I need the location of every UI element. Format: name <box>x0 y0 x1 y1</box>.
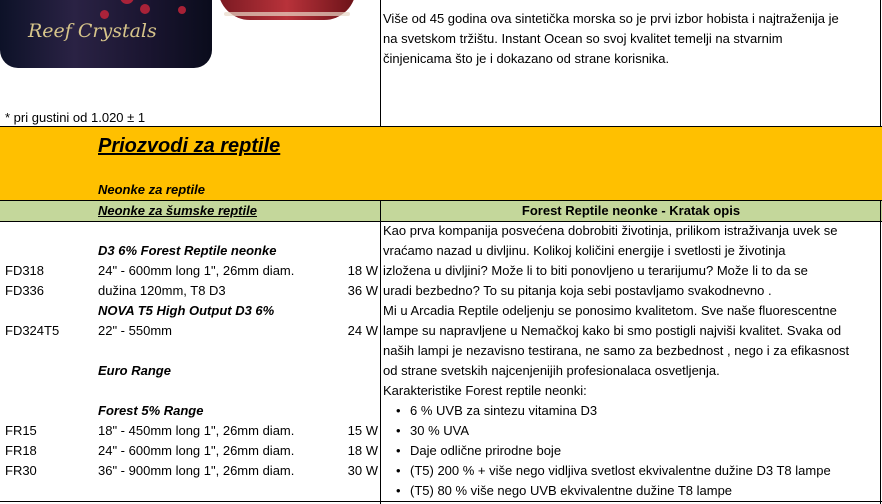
feature-bullet-5: • (T5) 80 % više nego UVB ekvivalentne dužine T8 lampe <box>410 483 732 499</box>
right-text-line-6: lampe su napravljene u Nemačkoj kako bi smo postigli najviši kvalitet. Svaka od <box>383 323 842 338</box>
right-text-line-7: naših lampi je nezavisno testirana, ne samo za bezbednost , nego i za efikasnost <box>383 343 850 358</box>
group-nova-t5: NOVA T5 High Output D3 6% <box>98 303 275 318</box>
right-text-line-5: Mi u Arcadia Reptile odeljenju se ponosimo kvalitetom. Sve naše fluorescentne <box>383 303 837 318</box>
row-fd318-watt: 18 W <box>347 263 378 278</box>
description-line-1: Više od 45 godina ova sintetička morska so je prvi izbor hobista i najtraženija je <box>383 11 839 26</box>
row-fr30-watt: 30 W <box>347 463 378 478</box>
row-fd324t5-code: FD324T5 <box>5 323 60 338</box>
row-fr30-desc: 36" - 900mm long 1", 26mm diam. <box>98 463 295 478</box>
description-line-3: činjenicama što je i dokazano od strane korisnika. <box>383 51 670 66</box>
row-fd318-desc: 24" - 600mm long 1", 26mm diam. <box>98 263 295 278</box>
group-d3-forest: D3 6% Forest Reptile neonke <box>98 243 277 258</box>
row-fd324t5-watt: 24 W <box>347 323 378 338</box>
description-line-2: na svetskom tržištu. Instant Ocean so svoj kvalitet temelji na stvarnim <box>383 31 783 46</box>
product-image <box>0 0 380 100</box>
group-euro-range: Euro Range <box>98 363 171 378</box>
right-text-line-2: vraćamo nazad u divljinu. Kolikoj količini energije i svetlosti je životinja <box>383 243 786 258</box>
row-fr18-watt: 18 W <box>347 443 378 458</box>
right-text-line-8: od strane svetskih najcenjenijih profesionalaca osvetljenja. <box>383 363 720 378</box>
right-text-line-9: Karakteristike Forest reptile neonki: <box>383 383 587 398</box>
table-header-right: Forest Reptile neonke - Kratak opis <box>521 203 741 218</box>
row-fd336-watt: 36 W <box>347 283 378 298</box>
row-fr15-code: FR15 <box>5 423 37 438</box>
right-text-line-3: izložena u divljini? Može li to biti ponovljeno u terarijumu? Može li to da se <box>383 263 808 278</box>
right-text-line-1: Kao prva kompanija posvećena dobrobiti životinja, prilikom istraživanja uvek se <box>383 223 838 238</box>
table-header-left: Neonke za šumske reptile <box>98 203 257 218</box>
section-title: Priozvodi za reptile <box>98 135 281 157</box>
row-fd336-code: FD336 <box>5 283 45 298</box>
row-fd318-code: FD318 <box>5 263 45 278</box>
density-note: * pri gustini od 1.020 ± 1 <box>5 110 146 125</box>
row-fr15-watt: 15 W <box>347 423 378 438</box>
group-forest-5: Forest 5% Range <box>98 403 204 418</box>
row-fd324t5-desc: 22" - 550mm <box>98 323 172 338</box>
feature-bullet-1: • 6 % UVB za sintezu vitamina D3 <box>410 403 597 419</box>
right-text-line-4: uradi bezbedno? To su pitanja koja sebi postavljamo svakodnevno . <box>383 283 772 298</box>
feature-bullet-4: • (T5) 200 % + više nego vidljiva svetlost ekvivalentne dužine D3 T8 lampe <box>410 463 831 479</box>
row-fr18-code: FR18 <box>5 443 37 458</box>
product-logo: Reef Crystals <box>28 20 157 42</box>
feature-bullet-2: • 30 % UVA <box>410 423 469 439</box>
row-fr18-desc: 24" - 600mm long 1", 26mm diam. <box>98 443 295 458</box>
row-fr30-code: FR30 <box>5 463 37 478</box>
row-fr15-desc: 18" - 450mm long 1", 26mm diam. <box>98 423 295 438</box>
second-bucket-image <box>218 0 356 20</box>
reef-crystals-bucket-image <box>0 0 212 68</box>
row-fd336-desc: dužina 120mm, T8 D3 <box>98 283 226 298</box>
section-subtitle: Neonke za reptile <box>98 182 205 197</box>
feature-bullet-3: • Daje odlične prirodne boje <box>410 443 561 459</box>
